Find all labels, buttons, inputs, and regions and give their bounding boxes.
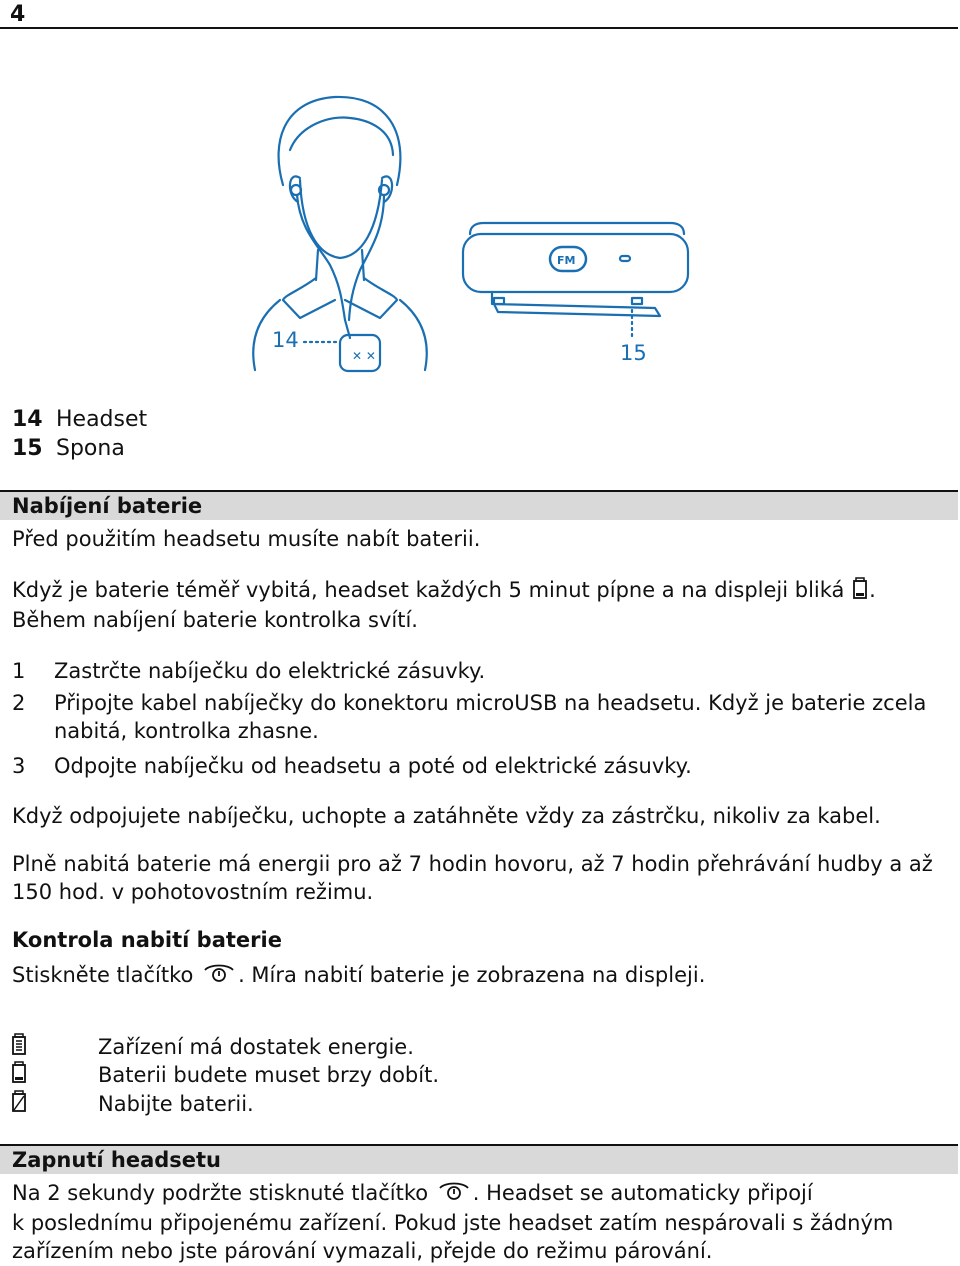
- battery-empty-icon: [12, 1090, 98, 1119]
- charging-intro: Před použitím headsetu musíte nabít baterii.: [12, 527, 481, 551]
- section-heading-power-on: Zapnutí headsetu: [0, 1144, 958, 1174]
- power-key-icon: [437, 1180, 471, 1209]
- charging-step: [12, 689, 942, 745]
- low-battery-note: [12, 576, 942, 634]
- clip-device-top: [470, 223, 684, 234]
- capacity-note: Plně nabitá baterie má energii pro až 7 hodin hovoru, až 7 hodin přehrávání hudby a až 150 hod. v pohotovostním režimu.: [12, 852, 933, 904]
- charging-light-note: Během nabíjení baterie kontrolka svítí.: [12, 607, 418, 632]
- power-key-icon: [202, 962, 236, 991]
- legend-number: 15: [12, 436, 43, 461]
- step-number: 3: [12, 754, 26, 778]
- battery-low-icon: [12, 1061, 98, 1090]
- legend-label: Spona: [56, 436, 125, 461]
- battery-level-row: [12, 1060, 439, 1090]
- step-text: Zastrčte nabíječku do elektrické zásuvky.: [54, 659, 486, 683]
- face-outline: [300, 180, 382, 258]
- svg-text:FM: FM: [557, 254, 576, 267]
- battery-level-text: Baterii budete muset brzy dobít.: [98, 1063, 440, 1087]
- legend-item-headset: [12, 407, 147, 432]
- battery-low-icon: [853, 577, 867, 606]
- power-on-line-3: zařízením nebo jste párování vymazali, přejde do režimu párování.: [12, 1238, 713, 1263]
- legend-item-clip: [12, 436, 125, 461]
- power-on-text: [12, 1179, 942, 1265]
- step-text: Připojte kabel nabíječky do konektoru microUSB na headsetu. Když je baterie zcela nabitá, kontrolka zhasne.: [54, 691, 927, 743]
- battery-full-icon: [12, 1033, 98, 1062]
- left-earbud: [291, 185, 301, 195]
- headset-illustration: [0, 0, 960, 400]
- svg-text:✕ ✕: ✕ ✕: [352, 349, 376, 363]
- callout-14: 14: [272, 328, 299, 352]
- legend-label: Headset: [56, 407, 148, 432]
- battery-level-text: Nabijte baterii.: [98, 1092, 254, 1116]
- clip-hinge-left: [494, 298, 504, 304]
- check-text-start: Stiskněte tlačítko: [12, 963, 194, 987]
- subheading-check-battery: Kontrola nabití baterie: [12, 928, 282, 952]
- collar-left: [283, 278, 335, 318]
- step-text: Odpojte nabíječku od headsetu a poté od elektrické zásuvky.: [54, 754, 692, 778]
- step-number: 2: [12, 691, 26, 715]
- power-on-text-start: Na 2 sekundy podržte stisknuté tlačítko: [12, 1181, 429, 1205]
- charging-step: [12, 657, 942, 685]
- clip-device-body: [463, 234, 688, 292]
- indicator-light: [620, 256, 630, 261]
- clip-hinge-right: [632, 298, 642, 304]
- low-battery-period: .: [869, 578, 876, 602]
- callout-15: 15: [620, 341, 647, 365]
- charging-step: [12, 752, 942, 780]
- battery-level-text: Zařízení má dostatek energie.: [98, 1035, 414, 1059]
- head-outline: [279, 97, 401, 185]
- step-number: 1: [12, 659, 26, 683]
- power-on-text-end: . Headset se automaticky připojí: [472, 1181, 813, 1205]
- battery-level-row: [12, 1032, 414, 1062]
- hair-line: [290, 117, 393, 155]
- check-battery-text: [12, 961, 942, 991]
- check-text-end: . Míra nabití baterie je zobrazena na displeji.: [238, 963, 706, 987]
- low-battery-text: Když je baterie téměř vybitá, headset každých 5 minut pípne a na displeji bliká: [12, 578, 845, 602]
- legend-number: 14: [12, 407, 43, 432]
- right-cable: [349, 195, 384, 320]
- page-number: 4: [10, 2, 26, 27]
- section-heading-charging: Nabíjení baterie: [0, 490, 958, 520]
- battery-level-row: [12, 1089, 254, 1119]
- power-on-line-2: k poslednímu připojenému zařízení. Pokud jste headset zatím nespárovali s žádným: [12, 1210, 894, 1235]
- unplug-note: Když odpojujete nabíječku, uchopte a zatáhněte vždy za zástrčku, nikoliv za kabel.: [12, 804, 881, 828]
